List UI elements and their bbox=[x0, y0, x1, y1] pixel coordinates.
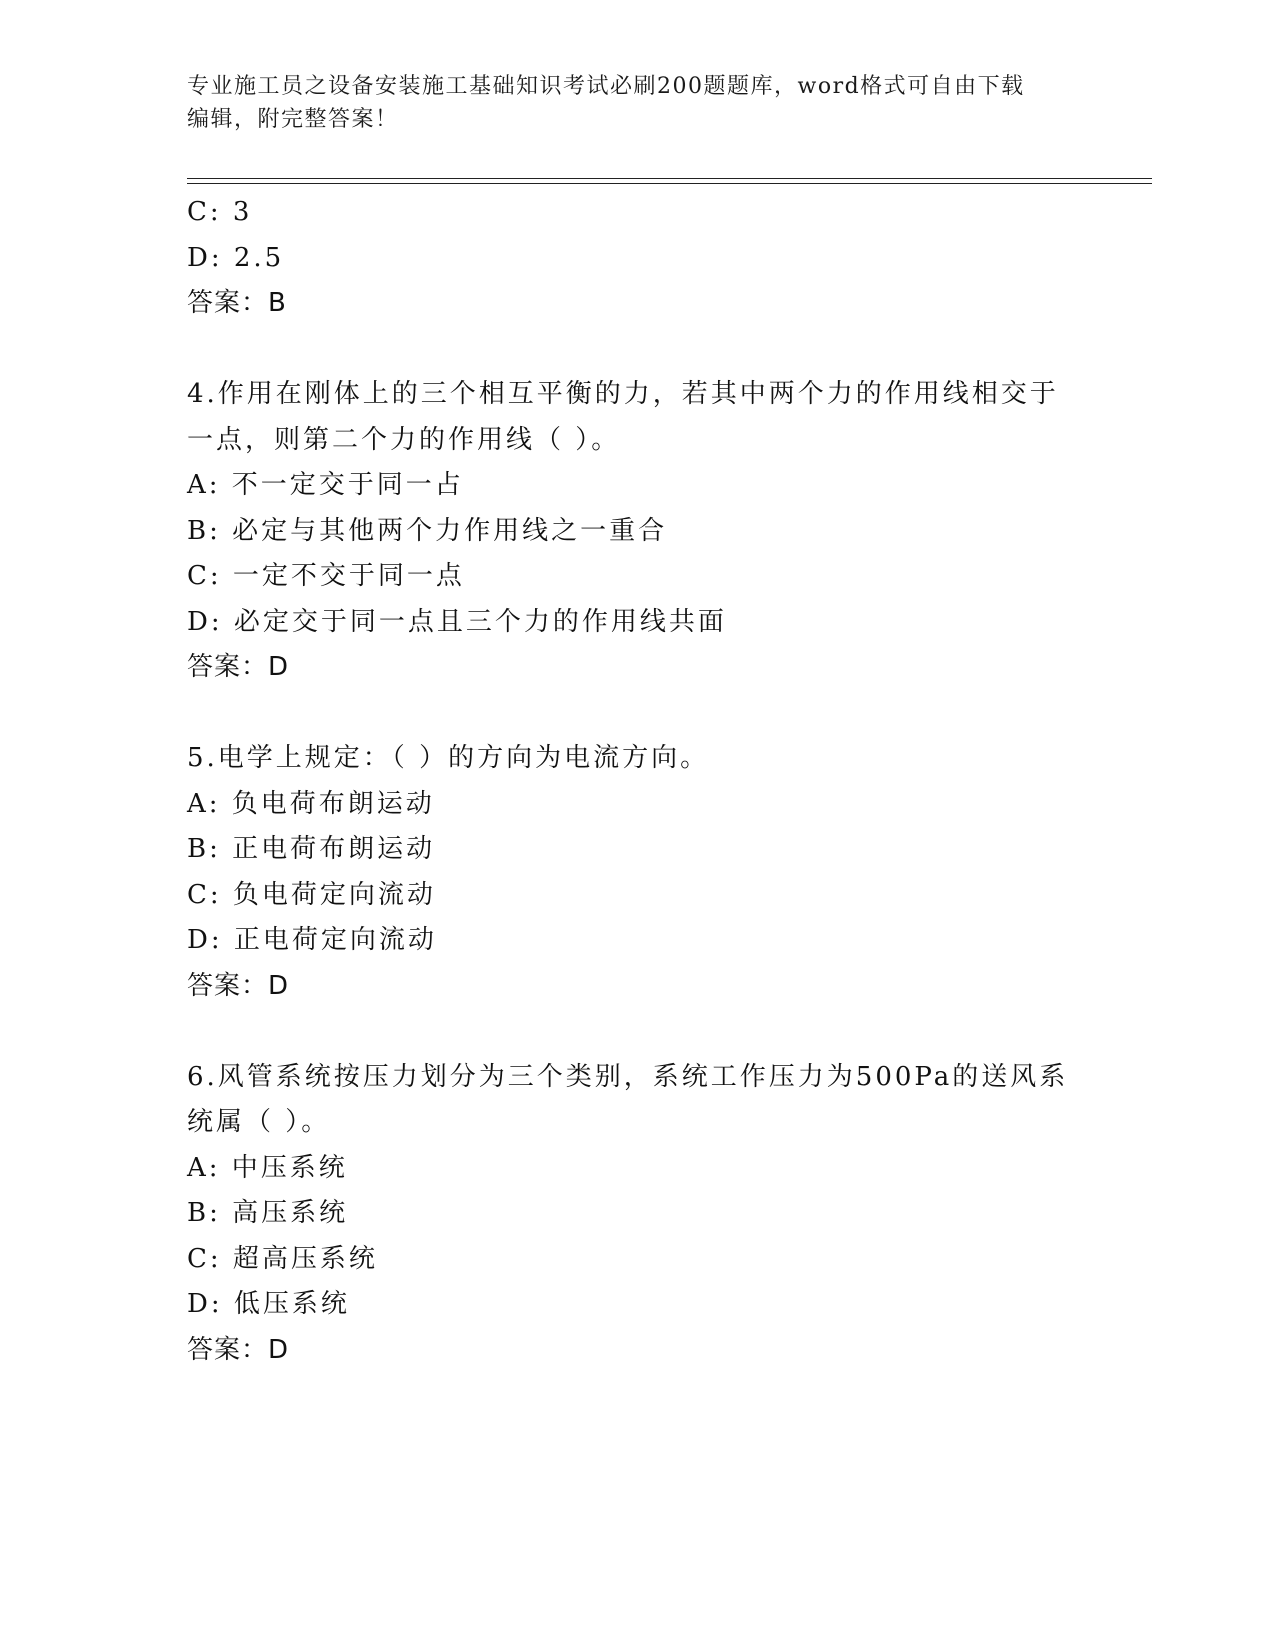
question-stem: 5.电学上规定：（ ）的方向为电流方向。 bbox=[187, 743, 710, 773]
option-b: B: 正电荷布朗运动 bbox=[187, 834, 436, 864]
option-a: A: 负电荷布朗运动 bbox=[187, 788, 435, 819]
option-a: A: 中压系统 bbox=[187, 1152, 348, 1183]
question-stem: 4.作用在刚体上的三个相互平衡的力，若其中两个力的作用线相交于 bbox=[187, 379, 1059, 409]
option-d: D: 必定交于同一点且三个力的作用线共面 bbox=[187, 606, 727, 637]
question-3-tail bbox=[187, 190, 1107, 327]
spacer bbox=[187, 1009, 1107, 1055]
question-stem: 6.风管系统按压力划分为三个类别，系统工作压力为500Pa的送风系 bbox=[187, 1061, 1069, 1092]
option-b: B: 高压系统 bbox=[187, 1198, 349, 1228]
option-b: B: 必定与其他两个力作用线之一重合 bbox=[187, 515, 668, 546]
option-c: C: 超高压系统 bbox=[187, 1243, 378, 1274]
document-header bbox=[187, 70, 1077, 136]
option-c: C: 负电荷定向流动 bbox=[187, 879, 436, 910]
question-5 bbox=[187, 736, 1107, 1009]
answer-line: 答案：D bbox=[187, 970, 290, 1001]
answer-line: 答案：B bbox=[187, 288, 287, 318]
option-d: D: 2.5 bbox=[187, 242, 285, 273]
header-divider-bottom bbox=[187, 183, 1152, 184]
spacer bbox=[187, 691, 1107, 737]
option-c: C: 一定不交于同一点 bbox=[187, 561, 465, 591]
question-4 bbox=[187, 372, 1107, 691]
option-c: C: 3 bbox=[187, 197, 253, 227]
question-list bbox=[187, 190, 1107, 1373]
spacer bbox=[187, 327, 1107, 373]
answer-line: 答案：D bbox=[187, 1334, 290, 1365]
question-stem: 统属（ ）。 bbox=[187, 1107, 331, 1137]
question-6 bbox=[187, 1055, 1107, 1374]
question-stem: 一点，则第二个力的作用线（ ）。 bbox=[187, 424, 621, 455]
header-line-2: 编辑，附完整答案！ bbox=[187, 107, 399, 132]
answer-line: 答案：D bbox=[187, 652, 290, 682]
header-line-1: 专业施工员之设备安装施工基础知识考试必刷200题题库，word格式可自由下载 bbox=[187, 74, 1025, 99]
option-d: D: 正电荷定向流动 bbox=[187, 925, 437, 955]
option-a: A: 不一定交于同一占 bbox=[187, 470, 464, 500]
header-divider-top bbox=[187, 178, 1152, 179]
option-d: D: 低压系统 bbox=[187, 1289, 350, 1319]
